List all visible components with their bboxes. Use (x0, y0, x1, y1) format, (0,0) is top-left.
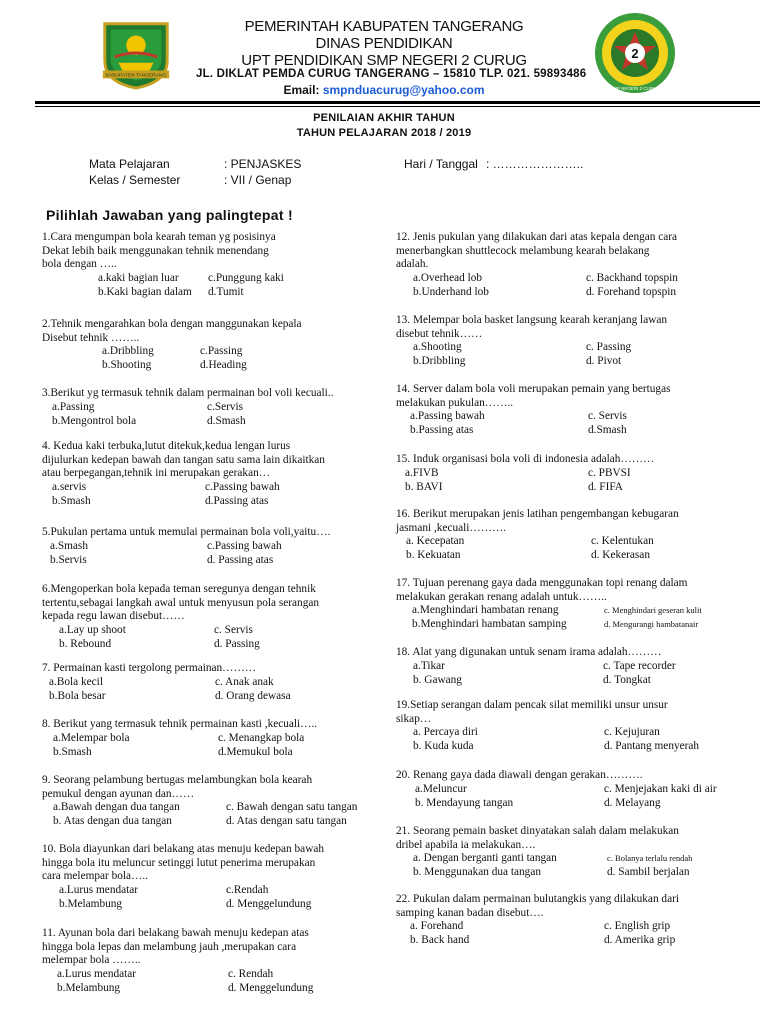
option-c[interactable]: c. English grip (604, 920, 671, 932)
exam-year: TAHUN PELAJARAN 2018 / 2019 (296, 127, 472, 139)
svg-text:KABUPATEN TANGERANG: KABUPATEN TANGERANG (105, 73, 167, 79)
option-b[interactable]: b.Kaki bagian dalam (98, 285, 192, 298)
option-a[interactable]: a.Passing bawah (410, 410, 485, 422)
question-stem: 13. Melempar bola basket langsung kearah keranjang lawan disebut tehnik…… (396, 314, 668, 340)
option-a[interactable]: a.Meluncur (415, 782, 467, 795)
option-row (42, 345, 402, 359)
option-b[interactable]: b.Passing atas (410, 424, 474, 436)
option-c[interactable]: c. Anak anak (215, 675, 274, 688)
option-a[interactable]: a. Percaya diri (413, 726, 478, 738)
option-d[interactable]: d. Passing atas (207, 553, 274, 566)
option-d[interactable]: d. Menggelundung (228, 981, 314, 994)
option-row (42, 401, 402, 415)
header-divider-thick (35, 101, 760, 104)
option-d[interactable]: d. Amerika grip (604, 934, 676, 946)
question-10 (42, 843, 402, 912)
option-a[interactable]: a.Dribbling (102, 345, 154, 357)
option-d[interactable]: d. Kekerasan (591, 549, 650, 561)
day-value: : ………………….. (486, 157, 584, 171)
question-stem: 16. Berikut merupakan jenis latihan pengembangan kebugaran jasmani ,kecuali………. (396, 508, 679, 534)
option-row (42, 732, 402, 746)
option-row (396, 660, 766, 674)
option-a[interactable]: a.Lay up shoot (59, 623, 126, 636)
option-c[interactable]: c. Kelentukan (591, 535, 654, 547)
option-row (42, 286, 402, 300)
school-address: JL. DIKLAT PEMDA CURUG TANGERANG – 15810 TLP. 021. 59893486 (196, 68, 587, 80)
option-c[interactable]: c. Menghindari geseran kulit (604, 605, 702, 615)
option-row (396, 549, 766, 563)
option-a[interactable]: a.Bola kecil (49, 675, 103, 688)
instruction: Pilihlah Jawaban yang palingtepat ! (46, 207, 293, 223)
option-row (396, 866, 766, 880)
question-4 (42, 440, 402, 509)
question-6 (42, 583, 402, 652)
option-a[interactable]: a. Forehand (410, 920, 464, 932)
option-a[interactable]: a. Dengan berganti ganti tangan (413, 852, 557, 864)
question-3 (42, 387, 402, 429)
option-b[interactable]: b.Dribbling (413, 355, 466, 367)
question-stem: 14. Server dalam bola voli merupakan pemain yang bertugas melakukan pukulan…….. (396, 383, 671, 409)
option-a[interactable]: a.Tikar (413, 659, 445, 672)
option-a[interactable]: a.Bawah dengan dua tangan (53, 801, 180, 813)
option-b[interactable]: b. Gawang (413, 673, 462, 686)
question-stem: 4. Kedua kaki terbuka,lutut ditekuk,kedua lengan lurus dijulurkan kedepan bawah dan tangan satu sama lain dikaitkan atau berpegangan,tehnik ini merupakan gerakan… (42, 440, 325, 479)
option-row (42, 272, 402, 286)
option-d[interactable]: d. Mengurangi hambatanair (604, 619, 699, 629)
option-d[interactable]: d. Sambil berjalan (607, 866, 690, 878)
question-8 (42, 718, 402, 760)
question-stem: 17. Tujuan perenang gaya dada menggunakan topi renang dalam melakukan gerakan renang adalah untuk…….. (396, 577, 688, 603)
option-b[interactable]: b. Atas dengan dua tangan (53, 815, 172, 827)
option-row (42, 968, 402, 982)
option-row (396, 286, 766, 300)
option-c[interactable]: c. Passing (586, 341, 632, 353)
svg-text:2: 2 (631, 46, 639, 61)
option-b[interactable]: b.Underhand lob (413, 285, 489, 298)
question-14 (396, 383, 766, 438)
option-b[interactable]: b. Mendayung tangan (415, 796, 514, 809)
question-19 (396, 699, 766, 754)
option-a[interactable]: a.kaki bagian luar (98, 271, 179, 284)
option-row (396, 410, 766, 424)
option-a[interactable]: a.Menghindari hambatan renang (412, 604, 559, 616)
option-row (42, 690, 402, 704)
option-row (396, 797, 766, 811)
option-a[interactable]: a.Lurus mendatar (59, 883, 139, 896)
option-row (396, 618, 766, 632)
option-d[interactable]: d. Menggelundung (226, 897, 312, 910)
option-b[interactable]: b.Shooting (102, 359, 152, 371)
option-a[interactable]: a.Passing (52, 400, 95, 413)
option-row (42, 359, 402, 373)
option-c[interactable]: c. Rendah (228, 967, 274, 980)
option-row (396, 783, 766, 797)
option-c[interactable]: c.Passing bawah (205, 480, 280, 493)
option-c[interactable]: c. Bawah dengan satu tangan (226, 801, 358, 813)
question-12 (396, 231, 766, 300)
option-c[interactable]: c. Servis (588, 410, 627, 422)
option-row (396, 740, 766, 754)
option-c[interactable]: c. Menjejakan kaki di air (604, 782, 717, 795)
option-row (42, 624, 402, 638)
question-stem: 5.Pukulan pertama untuk memulai permainan bola voli,yaitu…. (42, 526, 331, 538)
option-row (42, 638, 402, 652)
option-row (42, 801, 402, 815)
question-stem: 19.Setiap serangan dalam pencak silat memiliki unsur unsur sikap… (396, 699, 668, 725)
subject-value: : PENJASKES (224, 157, 302, 171)
option-d[interactable]: d. Tongkat (603, 673, 651, 686)
option-c[interactable]: c.Servis (207, 400, 244, 413)
option-d[interactable]: d.Memukul bola (218, 745, 293, 758)
option-row (42, 676, 402, 690)
question-stem: 11. Ayunan bola dari belakang bawah menuju kedepan atas hingga bola lepas dan melambung jauh ,merupakan cara melempar bola …….. (42, 927, 309, 966)
option-row (42, 884, 402, 898)
option-a[interactable]: a.Overhead lob (413, 271, 483, 284)
option-b[interactable]: b.Melambung (59, 897, 123, 910)
option-c[interactable]: c. Servis (214, 623, 253, 636)
question-stem: 15. Induk organisasi bola voli di indonesia adalah……… (396, 453, 655, 465)
header-divider-thin (35, 106, 760, 107)
option-row (396, 934, 766, 948)
question-stem: 3.Berikut yg termasuk tehnik dalam permainan bol voli kecuali.. (42, 387, 334, 399)
option-c[interactable]: c.Punggung kaki (208, 271, 284, 284)
option-row (42, 415, 402, 429)
question-stem: 10. Bola diayunkan dari belakang atas menuju kedepan bawah hingga bola itu meluncur setinggi lutut penerima merupakan cara melempar bola….. (42, 843, 325, 882)
government-name: PEMERINTAH KABUPATEN TANGERANG (244, 18, 524, 35)
option-d[interactable]: d.Heading (200, 359, 247, 371)
option-row (396, 604, 766, 618)
option-b[interactable]: b.Smash (53, 745, 92, 758)
question-stem: 20. Renang gaya dada diawali dengan gerakan………. (396, 769, 643, 781)
option-a[interactable]: a.Melempar bola (53, 731, 130, 744)
option-row (396, 341, 766, 355)
question-stem: 7. Permainan kasti tergolong permainan……… (42, 662, 257, 674)
option-row (42, 554, 402, 568)
option-c[interactable]: c.Passing bawah (207, 539, 282, 552)
question-13 (396, 314, 766, 369)
option-row (396, 467, 766, 481)
school-logo (592, 10, 678, 96)
option-row (42, 540, 402, 554)
question-stem: 6.Mengoperkan bola kepada teman seregunya dengan tehnik tertentu,sebagai langkah awal untuk menyusun pola serangan kepada regu lawan disebut…… (42, 583, 319, 622)
option-d[interactable]: d. Orang dewasa (215, 689, 291, 702)
option-c[interactable]: c. Backhand topspin (586, 271, 678, 284)
option-d[interactable]: d.Passing atas (205, 494, 269, 507)
question-18 (396, 646, 766, 688)
email-label: Email: (283, 83, 320, 97)
subject-label: Mata Pelajaran (89, 157, 170, 171)
question-stem: 2.Tehnik mengarahkan bola dengan manggunakan kepala Disebut tehnik …….. (42, 318, 302, 344)
option-row (396, 481, 766, 495)
option-a[interactable]: a.Lurus mendatar (57, 967, 137, 980)
option-d[interactable]: d. Passing (214, 637, 260, 650)
question-stem: 22. Pukulan dalam permainan bulutangkis yang dilakukan dari samping kanan badan disebut…. (396, 893, 679, 919)
option-row (42, 481, 402, 495)
option-d[interactable]: d. Atas dengan satu tangan (226, 815, 347, 827)
email-link[interactable]: smpnduacurug@yahoo.com (322, 83, 485, 97)
question-stem: 8. Berikut yang termasuk tehnik permainan kasti ,kecuali….. (42, 718, 318, 730)
question-21 (396, 825, 766, 880)
option-c[interactable]: c. Bolanya terlalu rendah (607, 853, 693, 863)
option-d[interactable]: d.Tumit (208, 285, 244, 298)
option-row (42, 982, 402, 996)
option-row (396, 852, 766, 866)
option-b[interactable]: b. Kekuatan (406, 549, 461, 561)
question-9 (42, 774, 402, 829)
option-row (396, 535, 766, 549)
question-2 (42, 318, 402, 373)
option-d[interactable]: d.Smash (588, 424, 627, 436)
question-7 (42, 662, 402, 704)
question-5 (42, 526, 402, 568)
class-value: : VII / Genap (224, 173, 292, 187)
class-label: Kelas / Semester (89, 173, 181, 187)
letterhead (0, 0, 768, 120)
option-row (42, 495, 402, 509)
question-stem: 9. Seorang pelambung bertugas melambungkan bola kearah pemukul dengan ayunan dan…… (42, 774, 313, 800)
option-row (396, 920, 766, 934)
question-1 (42, 231, 402, 300)
svg-text:SMP NEGERI 2 CURUG: SMP NEGERI 2 CURUG (610, 86, 660, 91)
question-stem: 1.Cara mengumpan bola kearah teman yg posisinya Dekat lebih baik menggunakan tehnik menendang bola dengan ….. (42, 231, 276, 270)
option-row (396, 272, 766, 286)
option-c[interactable]: c.Passing (200, 345, 243, 357)
question-17 (396, 577, 766, 632)
option-a[interactable]: a.Smash (50, 539, 88, 552)
option-d[interactable]: d. Melayang (604, 796, 661, 809)
question-22 (396, 893, 766, 948)
option-c[interactable]: c. PBVSI (588, 466, 631, 479)
option-b[interactable]: b. BAVI (405, 480, 443, 493)
option-c[interactable]: c. Menangkap bola (218, 731, 305, 744)
question-20 (396, 769, 766, 811)
option-b[interactable]: b.Mengontrol bola (52, 414, 137, 427)
agency-name: DINAS PENDIDIKAN (315, 35, 453, 52)
option-b[interactable]: b. Kuda kuda (413, 740, 474, 752)
option-d[interactable]: d. Forehand topspin (586, 285, 677, 298)
option-d[interactable]: d.Smash (207, 414, 246, 427)
option-a[interactable]: a. Kecepatan (406, 535, 465, 547)
option-b[interactable]: b.Servis (50, 553, 87, 566)
exam-title: PENILAIAN AKHIR TAHUN (313, 112, 455, 124)
question-11 (42, 927, 402, 996)
option-b[interactable]: b.Melambung (57, 981, 121, 994)
school-name: UPT PENDIDIKAN SMP NEGERI 2 CURUG (241, 52, 527, 69)
option-row (396, 674, 766, 688)
option-d[interactable]: d. Pantang menyerah (604, 740, 700, 752)
question-16 (396, 508, 766, 563)
option-c[interactable]: c. Tape recorder (603, 659, 676, 672)
question-15 (396, 453, 766, 495)
option-a[interactable]: a.FIVB (405, 466, 439, 479)
option-b[interactable]: b. Back hand (410, 934, 470, 946)
option-d[interactable]: d. Pivot (586, 355, 622, 367)
option-c[interactable]: c. Kejujuran (604, 726, 660, 738)
option-b[interactable]: b.Menghindari hambatan samping (412, 618, 567, 630)
option-row (42, 898, 402, 912)
option-c[interactable]: c.Rendah (226, 883, 269, 896)
option-b[interactable]: b. Rebound (59, 637, 112, 650)
option-row (396, 355, 766, 369)
option-a[interactable]: a.Shooting (413, 341, 462, 353)
option-row (396, 726, 766, 740)
option-b[interactable]: b. Menggunakan dua tangan (413, 866, 541, 878)
option-a[interactable]: a.servis (52, 480, 87, 493)
option-row (42, 746, 402, 760)
option-b[interactable]: b.Bola besar (49, 689, 106, 702)
option-b[interactable]: b.Smash (52, 494, 91, 507)
option-row (42, 815, 402, 829)
option-row (396, 424, 766, 438)
question-stem: 18. Alat yang digunakan untuk senam irama adalah……… (396, 646, 662, 658)
question-stem: 21. Seorang pemain basket dinyatakan salah dalam melakukan dribel apabila ia melakukan…. (396, 825, 679, 851)
option-d[interactable]: d. FIFA (588, 480, 623, 493)
day-label: Hari / Tanggal (404, 157, 478, 171)
question-stem: 12. Jenis pukulan yang dilakukan dari atas kepala dengan cara menerbangkan shuttlecock melambung kearah belakang adalah. (396, 231, 678, 270)
